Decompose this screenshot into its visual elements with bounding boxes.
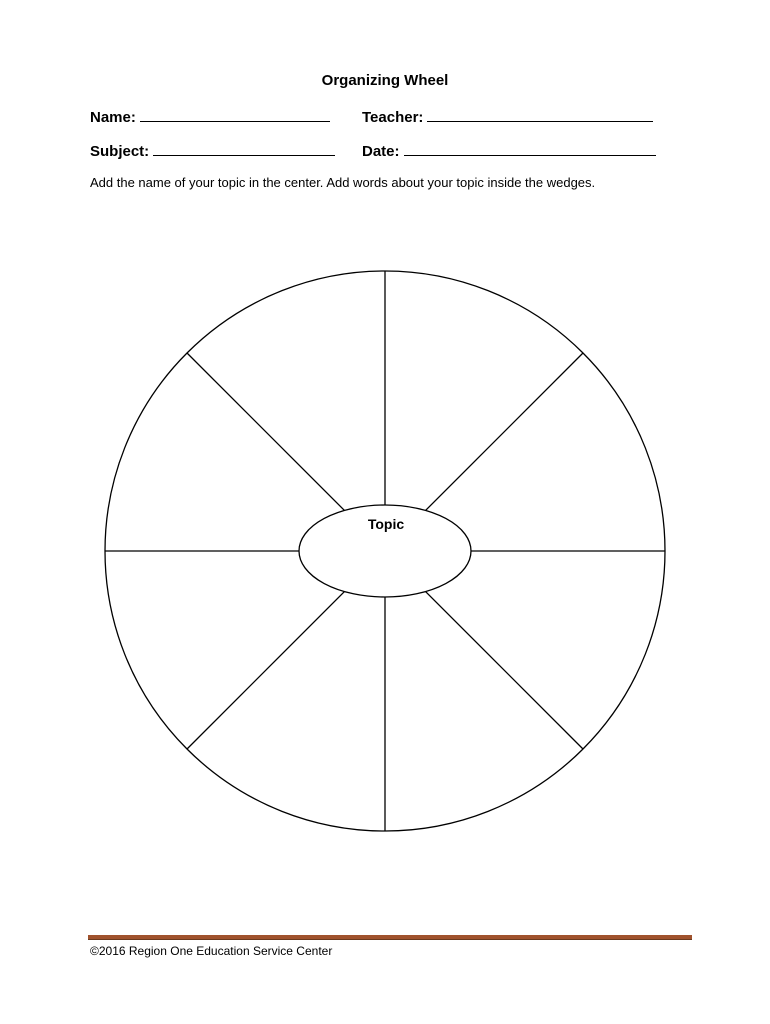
wedge-divider-line: [426, 592, 583, 749]
wedge-divider-line: [426, 353, 583, 510]
date-label: Date:: [362, 143, 400, 160]
instructions-text: Add the name of your topic in the center. Add words about your topic inside the wedges.: [90, 175, 596, 190]
topic-label: Topic: [367, 516, 405, 532]
name-label: Name:: [90, 109, 136, 126]
wedge-divider-line: [187, 592, 344, 749]
teacher-label: Teacher:: [362, 109, 424, 126]
worksheet-title: Organizing Wheel: [321, 72, 449, 89]
footer-divider: [88, 935, 692, 940]
wedge-divider-line: [187, 353, 344, 510]
subject-label: Subject:: [90, 143, 150, 160]
footer-copyright: ©2016 Region One Education Service Center: [90, 944, 333, 958]
